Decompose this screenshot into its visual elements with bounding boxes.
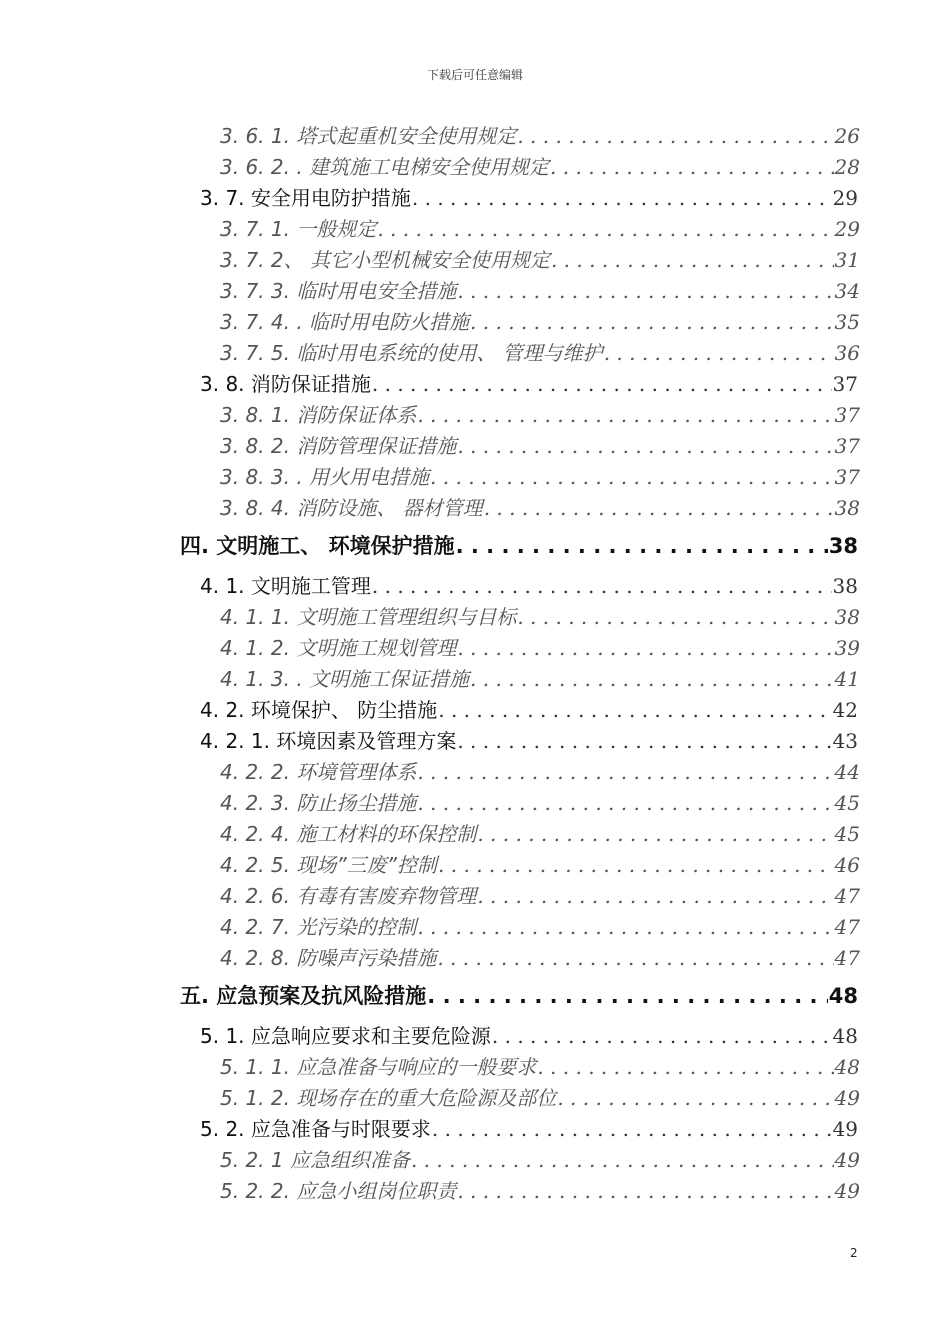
toc-entry-label: 4. 2. 4. 施工材料的环保控制 (220, 822, 477, 846)
toc-entry-page: 37 (834, 465, 860, 489)
toc-leader-dots (457, 279, 833, 303)
toc-leader-dots (417, 791, 833, 815)
toc-entry[interactable] (220, 1144, 860, 1175)
toc-leader-dots (550, 155, 834, 179)
toc-entry-page: 35 (834, 310, 860, 334)
toc-entry[interactable] (200, 725, 858, 756)
toc-leader-dots (417, 915, 833, 939)
toc-entry[interactable] (220, 1051, 860, 1082)
toc-entry[interactable] (220, 942, 860, 973)
toc-entry-page: 41 (834, 667, 860, 691)
toc-entry-label: 4. 2. 环境保护、 防尘措施 (200, 698, 438, 722)
toc-entry[interactable] (220, 818, 860, 849)
toc-entry[interactable] (220, 492, 860, 523)
toc-entry-page: 49 (834, 1179, 860, 1203)
toc-entry-page: 47 (834, 884, 860, 908)
toc-leader-dots (557, 1086, 833, 1110)
toc-entry-page: 38 (832, 574, 858, 598)
toc-entry-label: 4. 1. 文明施工管理 (200, 574, 371, 598)
toc-leader-dots (372, 574, 832, 598)
toc-entry[interactable] (220, 911, 860, 942)
toc-entry-page: 47 (834, 946, 860, 970)
toc-entry-label: 4. 2. 8. 防噪声污染措施 (220, 946, 437, 970)
toc-leader-dots (517, 605, 833, 629)
toc-entry[interactable] (220, 120, 860, 151)
toc-entry[interactable] (200, 1113, 858, 1144)
toc-entry-label: 3. 7. 4. . 临时用电防火措施 (220, 310, 470, 334)
toc-entry[interactable] (220, 663, 860, 694)
toc-entry-label: 4. 2. 1. 环境因素及管理方案 (200, 729, 457, 753)
toc-leader-dots (456, 534, 828, 558)
toc-entry-label: 3. 8. 3. . 用火用电措施 (220, 465, 430, 489)
toc-leader-dots (517, 124, 833, 148)
toc-entry-page: 38 (834, 605, 860, 629)
toc-entry[interactable] (220, 244, 860, 275)
toc-entry-page: 46 (834, 853, 860, 877)
toc-leader-dots (470, 667, 834, 691)
toc-entry-label: 4. 2. 5. 现场”三废”控制 (220, 853, 438, 877)
toc-entry-page: 34 (834, 279, 860, 303)
toc-leader-dots (432, 1117, 832, 1141)
toc-entry[interactable] (220, 430, 860, 461)
toc-entry-label: 3. 8. 消防保证措施 (200, 372, 371, 396)
toc-entry-page: 44 (834, 760, 860, 784)
toc-leader-dots (470, 310, 834, 334)
toc-entry-page: 37 (832, 372, 858, 396)
toc-entry[interactable] (220, 1175, 860, 1206)
toc-leader-dots (438, 698, 831, 722)
toc-entry[interactable] (180, 980, 858, 1011)
toc-leader-dots (372, 372, 832, 396)
page-number: 2 (850, 1246, 858, 1260)
toc-entry-label: 4. 1. 1. 文明施工管理组织与目标 (220, 605, 517, 629)
toc-entry-label: 3. 8. 4. 消防设施、 器材管理 (220, 496, 483, 520)
toc-entry-page: 39 (834, 636, 860, 660)
toc-leader-dots (457, 636, 833, 660)
page-header: 下载后可任意编辑 (426, 68, 523, 82)
toc-entry-label: 3. 7. 1. 一般规定 (220, 217, 377, 241)
toc-entry-page: 42 (832, 698, 858, 722)
toc-entry[interactable] (220, 880, 860, 911)
toc-entry-label: 5. 1. 2. 现场存在的重大危险源及部位 (220, 1086, 557, 1110)
toc-leader-dots (417, 760, 833, 784)
toc-entry-label: 4. 2. 3. 防止扬尘措施 (220, 791, 417, 815)
toc-entry-page: 37 (834, 434, 860, 458)
toc-entry-label: 3. 6. 2. . 建筑施工电梯安全使用规定 (220, 155, 550, 179)
toc-entry-page: 38 (828, 534, 858, 558)
toc-entry-label: 3. 7. 3. 临时用电安全措施 (220, 279, 457, 303)
toc-entry[interactable] (220, 399, 860, 430)
toc-entry-label: 5. 1. 1. 应急准备与响应的一般要求 (220, 1055, 537, 1079)
toc-entry-page: 49 (832, 1117, 858, 1141)
toc-leader-dots (477, 884, 833, 908)
toc-entry-page: 43 (832, 729, 858, 753)
toc-entry-page: 47 (834, 915, 860, 939)
toc-entry[interactable] (220, 601, 860, 632)
toc-entry-page: 36 (834, 341, 860, 365)
toc-leader-dots (457, 729, 831, 753)
toc-entry-label: 五. 应急预案及抗风险措施 (180, 984, 427, 1008)
toc-entry-page: 37 (834, 403, 860, 427)
toc-entry-label: 4. 1. 3. . 文明施工保证措施 (220, 667, 470, 691)
toc-entry-label: 5. 2. 1 应急组织准备 (220, 1148, 410, 1172)
toc-leader-dots (537, 1055, 833, 1079)
toc-entry-label: 3. 7. 安全用电防护措施 (200, 186, 411, 210)
toc-entry[interactable] (220, 275, 860, 306)
toc-leader-dots (377, 217, 833, 241)
toc-entry-label: 5. 2. 2. 应急小组岗位职责 (220, 1179, 457, 1203)
toc-leader-dots (417, 403, 833, 427)
toc-leader-dots (437, 946, 833, 970)
toc-entry-page: 48 (834, 1055, 860, 1079)
toc-leader-dots (551, 248, 834, 272)
toc-leader-dots (412, 186, 832, 210)
toc-entry-label: 3. 8. 2. 消防管理保证措施 (220, 434, 457, 458)
toc-entry[interactable] (200, 182, 858, 213)
toc-entry[interactable] (220, 756, 860, 787)
toc-leader-dots (411, 1148, 834, 1172)
toc-entry-label: 4. 2. 2. 环境管理体系 (220, 760, 417, 784)
toc-entry-page: 28 (834, 155, 860, 179)
toc-leader-dots (457, 1179, 833, 1203)
toc-entry-page: 48 (828, 984, 858, 1008)
toc-entry-page: 26 (834, 124, 860, 148)
toc-leader-dots (604, 341, 834, 365)
toc-entry-page: 45 (834, 822, 860, 846)
toc-entry[interactable] (220, 306, 860, 337)
toc-entry-label: 5. 2. 应急准备与时限要求 (200, 1117, 431, 1141)
toc-entry[interactable] (220, 461, 860, 492)
toc-entry[interactable] (220, 213, 860, 244)
toc-entry-page: 49 (834, 1148, 860, 1172)
toc-entry-page: 48 (832, 1024, 858, 1048)
toc-entry[interactable] (220, 849, 860, 880)
toc-entry[interactable] (200, 368, 858, 399)
toc-entry-label: 3. 6. 1. 塔式起重机安全使用规定 (220, 124, 517, 148)
toc-leader-dots (492, 1024, 832, 1048)
toc-leader-dots (457, 434, 833, 458)
toc-entry-label: 4. 2. 7. 光污染的控制 (220, 915, 417, 939)
toc-entry[interactable] (200, 1020, 858, 1051)
toc-entry-page: 38 (834, 496, 860, 520)
toc-entry-label: 3. 7. 2、 其它小型机械安全使用规定 (220, 248, 550, 272)
toc-entry-label: 四. 文明施工、 环境保护措施 (180, 534, 455, 558)
toc-entry-page: 29 (834, 217, 860, 241)
toc-entry[interactable] (220, 337, 860, 368)
toc-leader-dots (430, 465, 834, 489)
toc-entry-page: 29 (832, 186, 858, 210)
toc-entry[interactable] (200, 570, 858, 601)
toc-leader-dots (477, 822, 833, 846)
toc-entry[interactable] (220, 151, 860, 182)
toc-entry-label: 3. 7. 5. 临时用电系统的使用、 管理与维护 (220, 341, 603, 365)
toc-entry[interactable] (220, 1082, 860, 1113)
toc-entry-page: 45 (834, 791, 860, 815)
toc-entry[interactable] (180, 530, 858, 561)
toc-leader-dots (484, 496, 834, 520)
toc-entry-label: 5. 1. 应急响应要求和主要危险源 (200, 1024, 491, 1048)
toc-entry-label: 4. 1. 2. 文明施工规划管理 (220, 636, 457, 660)
toc-leader-dots (427, 984, 827, 1008)
toc-entry-label: 3. 8. 1. 消防保证体系 (220, 403, 417, 427)
toc-leader-dots (438, 853, 834, 877)
toc-entry-page: 31 (834, 248, 860, 272)
toc-entry[interactable] (200, 694, 858, 725)
toc-entry-page: 49 (834, 1086, 860, 1110)
toc-entry[interactable] (220, 632, 860, 663)
toc-entry[interactable] (220, 787, 860, 818)
toc-entry-label: 4. 2. 6. 有毒有害废弃物管理 (220, 884, 477, 908)
